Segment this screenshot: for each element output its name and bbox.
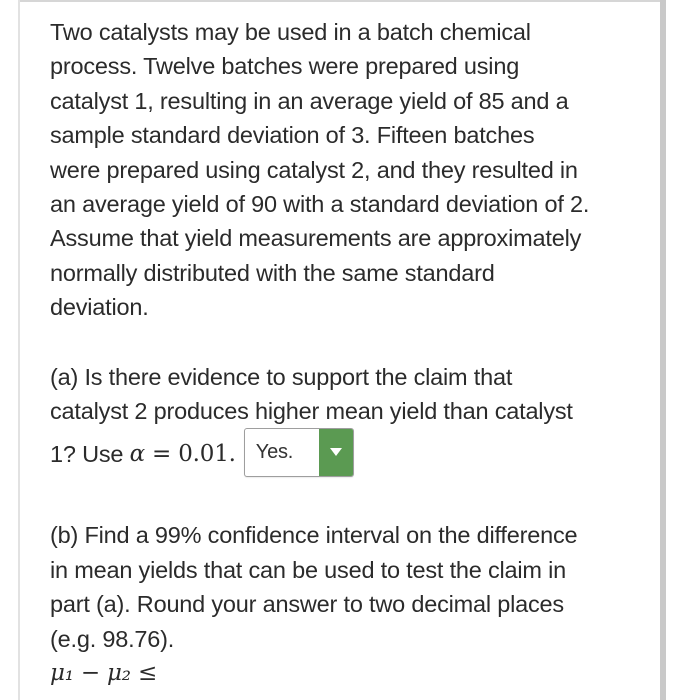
part-a-line: (a) Is there evidence to support the claim that xyxy=(50,363,513,390)
part-b-line: in mean yields that can be used to test the claim in xyxy=(50,556,567,583)
intro-line: an average yield of 90 with a standard deviation of 2. xyxy=(50,191,590,218)
dropdown-toggle[interactable] xyxy=(319,429,353,476)
answer-dropdown[interactable] xyxy=(244,428,354,477)
page-left-border xyxy=(18,0,20,700)
page-top-border xyxy=(18,0,664,2)
equals-sign: = xyxy=(144,441,179,468)
intro-line: deviation. xyxy=(50,294,149,321)
intro-line: normally distributed with the same standard xyxy=(50,259,495,286)
spacer xyxy=(50,480,650,518)
problem-statement xyxy=(50,15,650,325)
dropdown-selected-value: Yes. xyxy=(255,441,294,464)
intro-line: process. Twelve batches were prepared using xyxy=(50,53,520,80)
intro-line: were prepared using catalyst 2, and they resulted in xyxy=(50,156,578,183)
part-b-line: (b) Find a 99% confidence interval on the difference xyxy=(50,522,578,549)
caret-down-icon xyxy=(330,448,342,456)
part-b-line: part (a). Round your answer to two decimal places xyxy=(50,591,564,618)
intro-line: Assume that yield measurements are approximately xyxy=(50,225,582,252)
part-a-prefix: 1? Use xyxy=(50,441,130,468)
intro-line: Two catalysts may be used in a batch chemical xyxy=(50,19,531,45)
intro-line: sample standard deviation of 3. Fifteen batches xyxy=(50,122,535,149)
question-content xyxy=(50,15,650,691)
part-a-last-line xyxy=(50,428,650,480)
alpha-symbol: α xyxy=(129,441,145,468)
part-b xyxy=(50,518,650,690)
intro-line: catalyst 1, resulting in an average yield of 85 and a xyxy=(50,87,569,114)
alpha-value: 0.01. xyxy=(178,441,236,468)
scrollbar-track[interactable] xyxy=(660,0,666,700)
part-a-line: catalyst 2 produces higher mean yield than catalyst xyxy=(50,398,573,425)
spacer xyxy=(50,325,650,360)
part-b-line: (e.g. 98.76). xyxy=(50,625,175,652)
interval-expression: μ₁ − μ₂ ≤ xyxy=(50,660,158,687)
part-a xyxy=(50,360,650,481)
